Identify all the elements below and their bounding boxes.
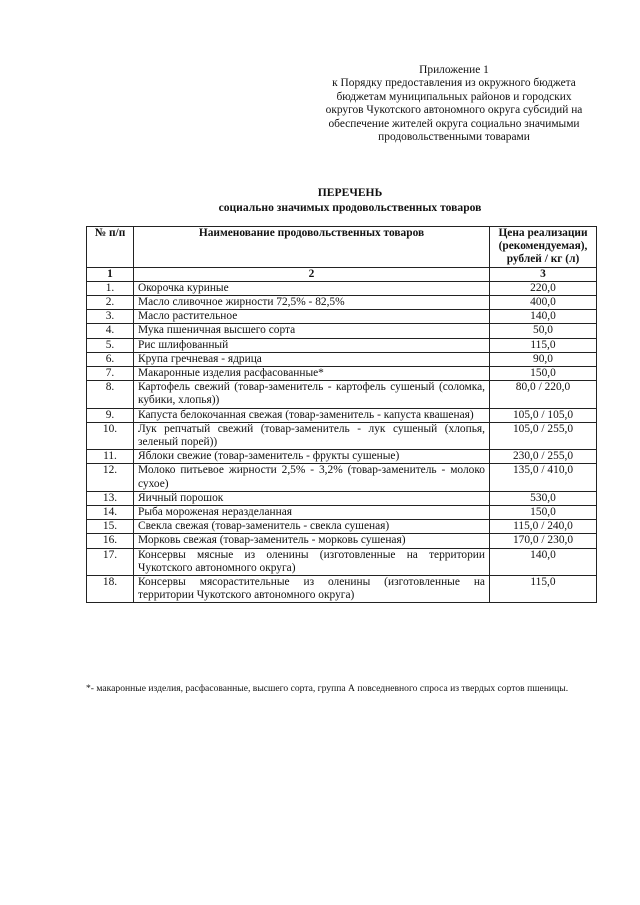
table-body (87, 267, 597, 603)
row-price: 400,0 (490, 296, 597, 310)
row-num: 13. (87, 491, 134, 505)
table-row (87, 352, 597, 366)
row-price: 135,0 / 410,0 (490, 464, 597, 491)
title-sub: социально значимых продовольственных товаров (218, 200, 482, 214)
table-row (87, 324, 597, 338)
row-num: 1. (87, 281, 134, 295)
row-num: 4. (87, 324, 134, 338)
row-price: 150,0 (490, 506, 597, 520)
row-num: 15. (87, 520, 134, 534)
appendix-line: продовольственными товарами (378, 131, 530, 144)
header-num: № п/п (87, 227, 134, 268)
row-name: Яичный порошок (134, 491, 490, 505)
table-row (87, 520, 597, 534)
appendix-header (298, 64, 610, 144)
row-price: 80,0 / 220,0 (490, 381, 597, 408)
row-price: 115,0 / 240,0 (490, 520, 597, 534)
row-num: 14. (87, 506, 134, 520)
row-name: Свекла свежая (товар-заменитель - свекла сушеная) (134, 520, 490, 534)
row-num: 18. (87, 576, 134, 603)
row-price: 170,0 / 230,0 (490, 534, 597, 548)
table-row (87, 450, 597, 464)
row-price: 115,0 (490, 576, 597, 603)
row-name: Картофель свежий (товар-заменитель - картофель сушеный (соломка, кубики, хлопья)) (134, 381, 490, 408)
row-price: 115,0 (490, 338, 597, 352)
row-num: 7. (87, 367, 134, 381)
row-price: 230,0 / 255,0 (490, 450, 597, 464)
row-num: 12. (87, 464, 134, 491)
table-row (87, 491, 597, 505)
row-price: 140,0 (490, 548, 597, 575)
row-num: 5. (87, 338, 134, 352)
colnum-2: 2 (134, 267, 490, 281)
row-name: Морковь свежая (товар-заменитель - морковь сушеная) (134, 534, 490, 548)
row-num: 17. (87, 548, 134, 575)
appendix-line: бюджетам муниципальных районов и городских (336, 90, 572, 103)
row-price: 90,0 (490, 352, 597, 366)
colnum-1: 1 (87, 267, 134, 281)
row-name: Консервы мясные из оленины (изготовленные на территории Чукотского автономного округа) (134, 548, 490, 575)
table-row (87, 422, 597, 449)
column-number-row (87, 267, 597, 281)
row-name: Рыба мороженая неразделанная (134, 506, 490, 520)
row-name: Масло сливочное жирности 72,5% - 82,5% (134, 296, 490, 310)
header-name: Наименование продовольственных товаров (134, 227, 490, 268)
title-main: ПЕРЕЧЕНЬ (317, 186, 383, 199)
row-name: Молоко питьевое жирности 2,5% - 3,2% (товар-заменитель - молоко сухое) (134, 464, 490, 491)
row-name: Яблоки свежие (товар-заменитель - фрукты сушеные) (134, 450, 490, 464)
row-price: 140,0 (490, 310, 597, 324)
row-price: 150,0 (490, 367, 597, 381)
table-row (87, 408, 597, 422)
row-num: 11. (87, 450, 134, 464)
table-row (87, 381, 597, 408)
row-name: Окорочка куриные (134, 281, 490, 295)
table-row (87, 367, 597, 381)
row-price: 220,0 (490, 281, 597, 295)
row-num: 3. (87, 310, 134, 324)
row-name: Капуста белокочанная свежая (товар-заменитель - капуста квашеная) (134, 408, 490, 422)
row-name: Макаронные изделия расфасованные* (134, 367, 490, 381)
row-price: 50,0 (490, 324, 597, 338)
appendix-line: округов Чукотского автономного округа субсидий на (325, 104, 583, 117)
colnum-3: 3 (490, 267, 597, 281)
header-price: Цена реализации (рекомендуемая), рублей / кг (л) (490, 227, 597, 268)
row-num: 9. (87, 408, 134, 422)
table-header-row (87, 227, 597, 268)
table-row (87, 338, 597, 352)
row-name: Мука пшеничная высшего сорта (134, 324, 490, 338)
table-row (87, 296, 597, 310)
table-row (87, 548, 597, 575)
row-num: 8. (87, 381, 134, 408)
table-row (87, 281, 597, 295)
row-price: 105,0 / 255,0 (490, 422, 597, 449)
row-name: Рис шлифованный (134, 338, 490, 352)
appendix-line: обеспечение жителей округа социально значимыми (328, 117, 580, 130)
appendix-line: к Порядку предоставления из окружного бюджета (332, 77, 576, 90)
table-row (87, 506, 597, 520)
row-num: 2. (87, 296, 134, 310)
row-name: Лук репчатый свежий (товар-заменитель - лук сушеный (хлопья, зеленый порей)) (134, 422, 490, 449)
row-num: 10. (87, 422, 134, 449)
appendix-line: Приложение 1 (419, 64, 489, 76)
row-price: 530,0 (490, 491, 597, 505)
row-num: 6. (87, 352, 134, 366)
row-num: 16. (87, 534, 134, 548)
table-row (87, 464, 597, 491)
table-row (87, 310, 597, 324)
table-row (87, 576, 597, 603)
goods-table (86, 226, 597, 603)
table-row (87, 534, 597, 548)
footnote: *- макаронные изделия, расфасованные, высшего сорта, группа А повседневного спроса из твердых сортов пшеницы. (86, 683, 569, 694)
row-name: Крупа гречневая - ядрица (134, 352, 490, 366)
row-name: Масло растительное (134, 310, 490, 324)
row-price: 105,0 / 105,0 (490, 408, 597, 422)
row-name: Консервы мясорастительные из оленины (изготовленные на территории Чукотского автономного округа) (134, 576, 490, 603)
document-title (100, 186, 600, 215)
